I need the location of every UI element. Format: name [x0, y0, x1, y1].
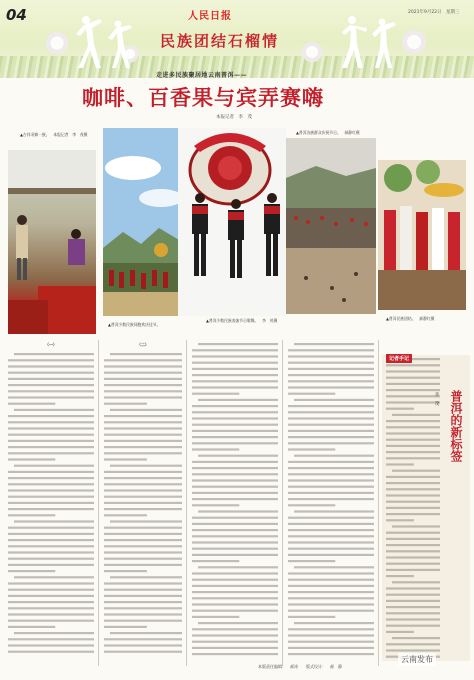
text-line — [294, 399, 374, 401]
text-line — [104, 601, 182, 603]
text-line — [104, 372, 182, 374]
text-line — [104, 533, 182, 535]
text-line — [288, 535, 374, 537]
text-line — [392, 581, 440, 583]
text-line — [104, 545, 182, 547]
text-line — [386, 408, 414, 410]
text-line — [386, 631, 414, 633]
text-line — [104, 595, 182, 597]
text-line — [288, 560, 335, 562]
text-line — [288, 634, 374, 636]
text-line — [104, 626, 147, 628]
text-line — [192, 393, 239, 395]
text-line — [192, 467, 278, 469]
text-line — [288, 442, 374, 444]
text-line — [192, 417, 278, 419]
text-line — [288, 641, 374, 643]
text-line — [14, 353, 94, 355]
text-line — [104, 552, 182, 554]
text-line — [8, 645, 94, 647]
text-line — [104, 514, 147, 516]
text-line — [8, 545, 94, 547]
text-line — [288, 467, 374, 469]
text-lines — [8, 350, 94, 656]
text-line — [8, 372, 94, 374]
text-line — [288, 653, 374, 655]
text-line — [198, 566, 278, 568]
text-line — [386, 550, 440, 552]
text-line — [8, 421, 94, 423]
text-line — [288, 585, 374, 587]
masthead-logo: 人民日报 — [188, 11, 232, 22]
caption-3: ▲普洱少数民族表演节日歌舞。 李 茂摄 — [206, 318, 278, 323]
text-line — [198, 455, 278, 457]
text-line — [392, 414, 440, 416]
text-line — [386, 494, 440, 496]
text-line — [386, 612, 440, 614]
text-line — [288, 368, 374, 370]
text-line — [192, 591, 278, 593]
text-line — [288, 349, 374, 351]
text-line — [288, 572, 374, 574]
text-line — [386, 556, 440, 558]
text-line — [192, 411, 278, 413]
text-line — [8, 601, 94, 603]
text-line — [8, 483, 94, 485]
text-line — [288, 579, 374, 581]
column-rule — [282, 340, 283, 666]
text-line — [104, 589, 182, 591]
text-line — [104, 508, 182, 510]
text-line — [104, 446, 182, 448]
section-label: （一） — [45, 342, 57, 347]
text-line — [110, 521, 182, 523]
text-line — [104, 645, 182, 647]
text-line — [192, 554, 278, 556]
column-rule — [98, 340, 99, 666]
text-line — [104, 570, 147, 572]
text-line — [192, 647, 278, 649]
text-line — [104, 415, 182, 417]
text-line — [104, 390, 182, 392]
text-line — [192, 572, 278, 574]
editor-note-tag: 记者手记 — [386, 354, 412, 363]
banner-flower — [300, 40, 324, 64]
text-line — [288, 523, 374, 525]
text-line — [8, 471, 94, 473]
text-line — [386, 432, 440, 434]
text-line — [8, 459, 55, 461]
text-line — [8, 564, 94, 566]
text-line — [386, 575, 414, 577]
text-line — [288, 591, 374, 593]
photo-crowd-river — [286, 138, 376, 314]
header-banner — [0, 0, 474, 78]
text-line — [14, 409, 94, 411]
text-line — [8, 570, 55, 572]
article-byline: 本报记者 李 茂 — [216, 115, 252, 120]
text-line — [288, 386, 374, 388]
text-line — [192, 424, 278, 426]
text-line — [104, 638, 182, 640]
text-line — [192, 628, 278, 630]
text-line — [104, 428, 182, 430]
text-line — [192, 405, 278, 407]
text-line — [192, 486, 278, 488]
text-line — [386, 600, 440, 602]
text-line — [294, 622, 374, 624]
article-headline: 咖啡、百香果与宾弄赛嗨 — [82, 85, 324, 110]
article-column-3 — [192, 340, 278, 662]
text-line — [288, 647, 374, 649]
text-line — [104, 397, 182, 399]
dancer-illustration-left — [70, 10, 145, 72]
text-line — [110, 576, 182, 578]
text-line — [104, 583, 182, 585]
text-line — [104, 620, 182, 622]
text-line — [288, 430, 374, 432]
text-line — [104, 490, 182, 492]
text-line — [8, 589, 94, 591]
text-line — [198, 622, 278, 624]
text-line — [386, 649, 440, 651]
text-line — [386, 370, 440, 372]
text-line — [8, 583, 94, 585]
text-line — [8, 359, 94, 361]
text-line — [386, 451, 440, 453]
text-line — [8, 552, 94, 554]
section-title: 民族团结石榴情 — [160, 32, 280, 50]
text-line — [386, 383, 440, 385]
text-line — [8, 626, 55, 628]
text-line — [288, 628, 374, 630]
text-line — [104, 421, 182, 423]
photo-drum-dancers — [178, 128, 286, 316]
text-line — [8, 452, 94, 454]
text-line — [288, 380, 374, 382]
text-line — [104, 452, 182, 454]
text-line — [192, 386, 278, 388]
text-line — [288, 436, 374, 438]
text-line — [288, 492, 374, 494]
text-line — [104, 614, 182, 616]
text-line — [288, 517, 374, 519]
text-line — [104, 471, 182, 473]
text-line — [288, 393, 335, 395]
source-watermark: 云南发布 — [398, 653, 436, 666]
text-line — [198, 343, 278, 345]
text-line — [288, 616, 335, 618]
text-line — [288, 473, 374, 475]
text-line — [8, 607, 94, 609]
text-line — [386, 606, 440, 608]
text-line — [104, 384, 182, 386]
text-line — [288, 479, 374, 481]
text-line — [192, 492, 278, 494]
text-line — [8, 514, 55, 516]
text-line — [192, 374, 278, 376]
text-line — [8, 384, 94, 386]
text-line — [294, 343, 374, 345]
text-line — [192, 473, 278, 475]
text-line — [110, 353, 182, 355]
photo-crowd-river-art — [286, 138, 376, 314]
text-line — [294, 510, 374, 512]
article-column-1 — [8, 340, 94, 662]
text-line — [386, 643, 440, 645]
banner-flower — [44, 30, 70, 56]
text-line — [110, 465, 182, 467]
text-line — [192, 498, 278, 500]
text-line — [386, 488, 440, 490]
text-line — [288, 411, 374, 413]
text-line — [192, 529, 278, 531]
text-line — [8, 638, 94, 640]
text-line — [288, 405, 374, 407]
text-line — [8, 502, 94, 504]
text-line — [192, 585, 278, 587]
page-footer-credits: 本版责任编辑： 郝涛 版式设计： 郝 静 — [258, 664, 342, 669]
text-line — [8, 651, 94, 653]
text-line — [8, 496, 94, 498]
text-line — [386, 501, 440, 503]
text-line — [192, 548, 278, 550]
text-line — [104, 483, 182, 485]
text-line — [386, 569, 440, 571]
text-line — [192, 603, 278, 605]
text-line — [288, 448, 335, 450]
text-line — [8, 527, 94, 529]
text-line — [192, 504, 239, 506]
section-label: （二） — [137, 342, 149, 347]
text-line — [386, 594, 440, 596]
text-line — [386, 457, 440, 459]
text-line — [288, 548, 374, 550]
text-line — [110, 409, 182, 411]
text-line — [386, 519, 414, 521]
text-line — [386, 532, 440, 534]
text-line — [8, 397, 94, 399]
text-line — [386, 618, 440, 620]
text-line — [8, 490, 94, 492]
text-line — [392, 470, 440, 472]
text-line — [8, 558, 94, 560]
text-line — [288, 424, 374, 426]
text-line — [110, 632, 182, 634]
text-line — [392, 525, 440, 527]
text-line — [386, 587, 440, 589]
text-line — [386, 507, 440, 509]
dancer-illustration-right — [330, 10, 405, 72]
text-line — [192, 653, 278, 655]
text-line — [8, 539, 94, 541]
text-line — [104, 459, 147, 461]
text-line — [8, 508, 94, 510]
text-line — [192, 430, 278, 432]
page-number: 04 — [6, 6, 27, 24]
text-line — [192, 641, 278, 643]
text-line — [8, 428, 94, 430]
text-line — [104, 502, 182, 504]
text-line — [192, 560, 239, 562]
text-line — [288, 374, 374, 376]
text-line — [192, 535, 278, 537]
text-line — [104, 440, 182, 442]
text-lines — [104, 350, 182, 656]
column-rule — [378, 340, 379, 666]
text-line — [386, 389, 440, 391]
text-line — [104, 477, 182, 479]
text-line — [14, 521, 94, 523]
text-line — [14, 576, 94, 578]
text-line — [104, 403, 147, 405]
text-line — [386, 544, 440, 546]
text-line — [104, 539, 182, 541]
text-line — [192, 616, 239, 618]
text-line — [288, 355, 374, 357]
text-line — [288, 461, 374, 463]
text-line — [288, 554, 374, 556]
text-line — [288, 486, 374, 488]
text-line — [386, 377, 440, 379]
text-line — [104, 607, 182, 609]
text-line — [288, 597, 374, 599]
text-line — [386, 538, 440, 540]
text-line — [104, 558, 182, 560]
text-line — [192, 634, 278, 636]
issue-date: 2021年9月22日 星期三 — [408, 10, 460, 15]
text-line — [288, 603, 374, 605]
text-line — [198, 510, 278, 512]
text-line — [192, 479, 278, 481]
text-line — [288, 498, 374, 500]
text-line — [192, 436, 278, 438]
photo-mountains-art — [103, 128, 179, 316]
text-line — [8, 620, 94, 622]
article-column-2 — [104, 340, 182, 662]
article-column-4 — [288, 340, 374, 662]
text-line — [8, 533, 94, 535]
text-line — [104, 651, 182, 653]
text-line — [8, 446, 94, 448]
photo-festival-crowd-art — [378, 160, 466, 310]
text-line — [192, 523, 278, 525]
text-line — [386, 426, 440, 428]
text-line — [8, 477, 94, 479]
text-line — [104, 527, 182, 529]
text-line — [192, 597, 278, 599]
caption-2: ▲普洱少数民族同胞欢庆佳节。 — [108, 322, 161, 327]
text-line — [104, 366, 182, 368]
text-line — [192, 517, 278, 519]
text-line — [386, 513, 440, 515]
text-line — [192, 579, 278, 581]
photo-mountains-festival — [103, 128, 179, 316]
text-line — [8, 415, 94, 417]
text-line — [288, 362, 374, 364]
text-line — [192, 349, 278, 351]
text-line — [8, 403, 55, 405]
text-line — [8, 614, 94, 616]
caption-4: ▲普洱各族群众庆祝节日。 郝静红摄 — [296, 130, 360, 135]
text-line — [386, 420, 440, 422]
text-line — [386, 625, 440, 627]
caption-1: ▲吉祥采摘一族。 本报记者 李 茂摄 — [20, 132, 88, 137]
text-line — [14, 465, 94, 467]
text-line — [14, 632, 94, 634]
text-line — [294, 455, 374, 457]
text-line — [288, 610, 374, 612]
text-lines — [192, 340, 278, 656]
text-line — [386, 445, 440, 447]
text-line — [386, 439, 440, 441]
text-line — [386, 476, 440, 478]
text-line — [294, 566, 374, 568]
text-line — [8, 366, 94, 368]
text-line — [192, 541, 278, 543]
text-line — [192, 442, 278, 444]
text-line — [288, 529, 374, 531]
text-line — [392, 637, 440, 639]
text-line — [386, 463, 414, 465]
text-line — [104, 564, 182, 566]
text-line — [288, 417, 374, 419]
photo-festival-crowd — [378, 160, 466, 310]
text-line — [8, 440, 94, 442]
caption-5: ▲普洱民族团结。 郝静红摄 — [386, 316, 435, 321]
text-line — [8, 378, 94, 380]
text-line — [386, 482, 440, 484]
editor-note-title: 普洱的新标签 — [449, 390, 463, 462]
text-line — [104, 496, 182, 498]
column-rule — [186, 340, 187, 666]
photo-coffee-harvest-art — [8, 150, 96, 334]
photo-coffee-harvest — [8, 150, 96, 334]
text-line — [198, 399, 278, 401]
text-line — [192, 368, 278, 370]
text-line — [192, 380, 278, 382]
text-line — [386, 563, 440, 565]
text-lines — [288, 340, 374, 656]
photo-drum-dancers-art — [178, 128, 286, 316]
text-line — [288, 504, 335, 506]
text-line — [8, 595, 94, 597]
text-line — [8, 390, 94, 392]
text-line — [104, 378, 182, 380]
article-kicker: 走进多民族聚居地云南普洱—— — [156, 72, 248, 79]
text-line — [192, 610, 278, 612]
editor-note-author: 李 茂 — [434, 392, 439, 406]
text-line — [192, 448, 239, 450]
text-line — [8, 434, 94, 436]
text-line — [386, 364, 440, 366]
text-line — [104, 359, 182, 361]
text-line — [192, 461, 278, 463]
text-line — [192, 362, 278, 364]
text-line — [288, 541, 374, 543]
text-line — [104, 434, 182, 436]
text-line — [192, 355, 278, 357]
